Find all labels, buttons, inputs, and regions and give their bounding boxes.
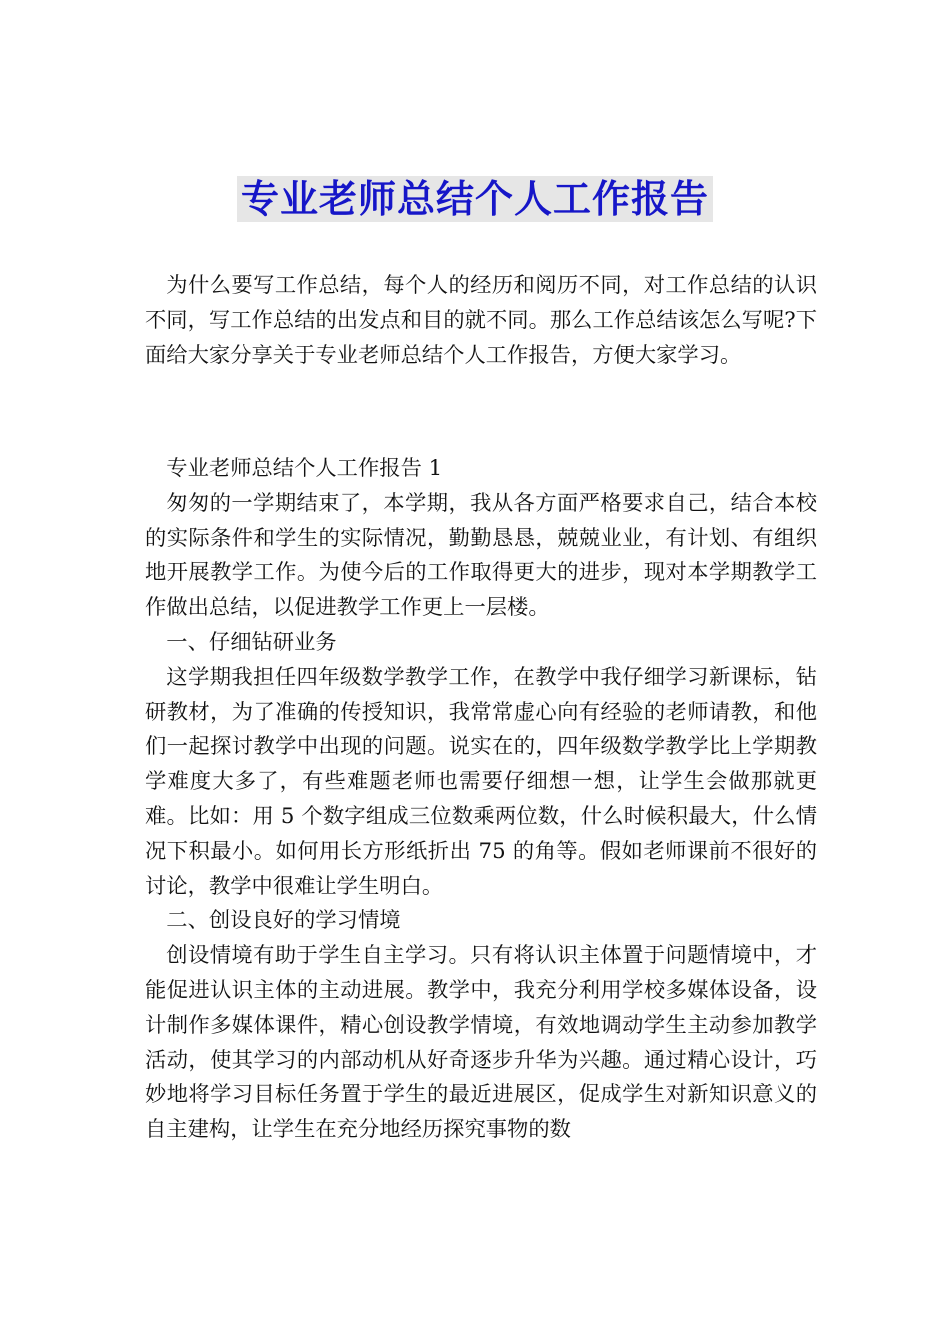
body-paragraph: 这学期我担任四年级数学教学工作，在教学中我仔细学习新课标，钻研教材，为了准确的传授知识，我常常虚心向有经验的老师请教，和他们一起探讨教学中出现的问题。说实在的，四年级数学教学比上学期教学难度大多了，有些难题老师也需要仔细想一想，让学生会做那就更难。比如：用 5 个数字组成三位数乘两位数，什么时候积最大，什么情况下积最小。如何用长方形纸折出 75 的角等。假如老师课前不很好的讨论，教学中很难让学生明白。 — [145, 664, 817, 899]
body-paragraph: 匆匆的一学期结束了，本学期，我从各方面严格要求自己，结合本校的实际条件和学生的实际情况，勤勤恳恳，兢兢业业，有计划、有组织地开展教学工作。为使今后的工作取得更大的进步，现对本学期教学工作做出总结，以促进教学工作更上一层楼。 — [145, 490, 817, 621]
document-title: 专业老师总结个人工作报告 — [237, 176, 713, 222]
title-container — [0, 176, 950, 222]
section-title: 专业老师总结个人工作报告 1 — [166, 456, 443, 481]
main-block — [145, 452, 817, 1148]
body-paragraph: 创设情境有助于学生自主学习。只有将认识主体置于问题情境中，才能促进认识主体的主动进展。教学中，我充分利用学校多媒体设备，设计制作多媒体课件，精心创设教学情境，有效地调动学生主动参加教学活动，使其学习的内部动机从好奇逐步升华为兴趣。通过精心设计，巧妙地将学习目标任务置于学生的最近进展区，促成学生对新知识意义的自主建构，让学生在充分地经历探究事物的数 — [145, 943, 817, 1143]
subheading-1: 一、仔细钻研业务 — [166, 629, 337, 655]
intro-block — [145, 269, 817, 373]
intro-paragraph: 为什么要写工作总结，每个人的经历和阅历不同，对工作总结的认识不同，写工作总结的出发点和目的就不同。那么工作总结该怎么写呢?下面给大家分享关于专业老师总结个人工作报告，方便大家学习。 — [145, 273, 817, 368]
subheading-2: 二、创设良好的学习情境 — [166, 908, 401, 934]
